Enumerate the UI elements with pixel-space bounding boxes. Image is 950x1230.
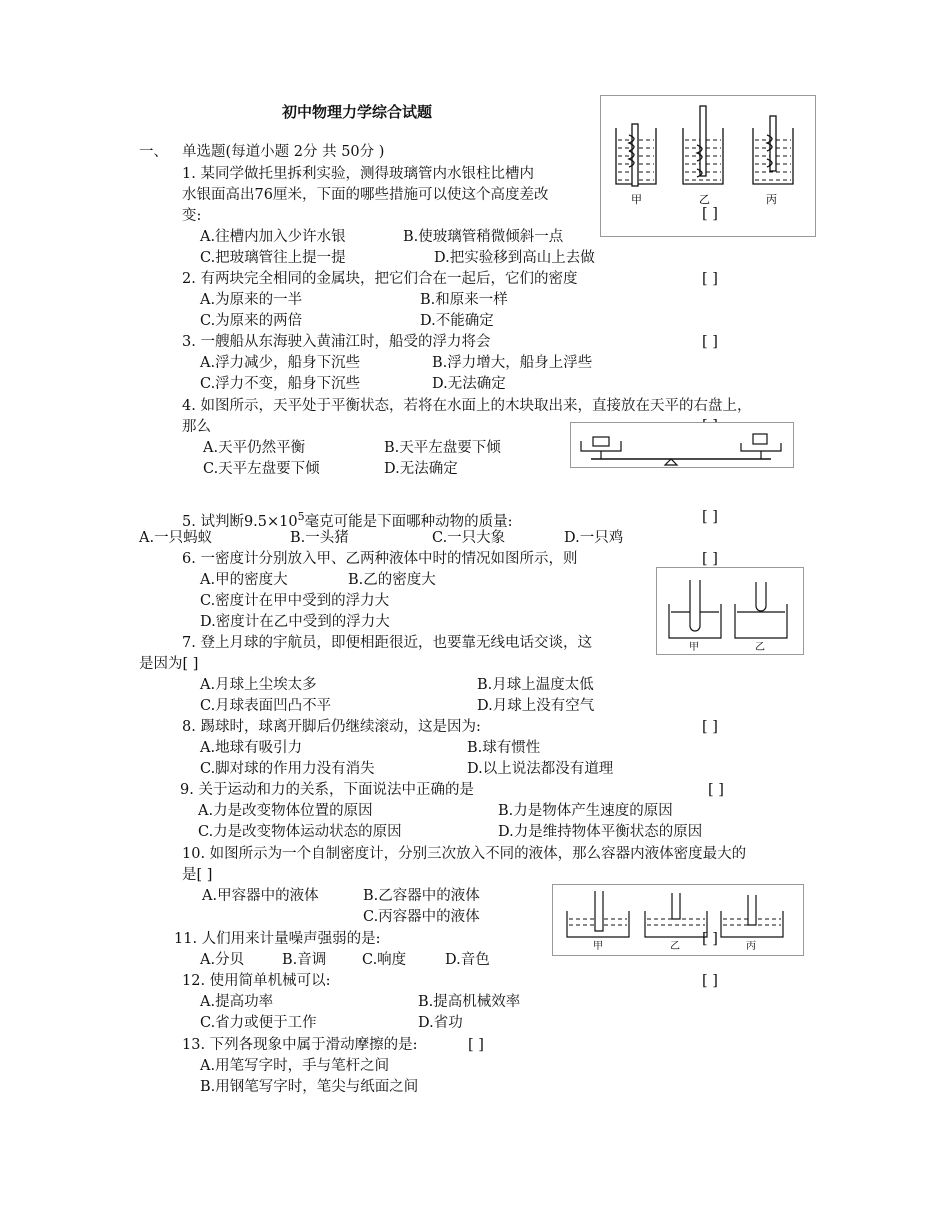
q11-option-a: A.分贝 [200,952,245,968]
figure-hydrometer-three [552,884,804,956]
densimeter-yi [672,893,680,919]
q2-answer-bracket[interactable]: [ ] [702,271,718,287]
q13-answer-bracket[interactable]: [ ] [468,1037,484,1053]
balance-fulcrum [665,459,677,465]
q2-option-d: D.不能确定 [420,313,494,329]
q3-option-d: D.无法确定 [432,376,506,392]
q12-option-a: A.提高功率 [200,994,274,1010]
q6-option-d: D.密度计在乙中受到的浮力大 [200,614,390,630]
q5-option-b: B.一头猪 [290,530,349,546]
q3-option-b: B.浮力增大，船身上浮些 [432,355,593,371]
balance-svg [571,423,793,467]
q9-answer-bracket[interactable]: [ ] [708,782,724,798]
q4-option-b: B.天平左盘要下倾 [384,440,501,456]
q11-option-b: B.音调 [282,952,327,968]
q4-option-a: A.天平仍然平衡 [203,440,306,456]
densimeter-jia [595,891,603,931]
q8-answer-bracket[interactable]: [ ] [702,719,718,735]
q7-option-d: D.月球上没有空气 [477,698,595,714]
q1-option-c: C.把玻璃管往上提一提 [200,250,346,266]
q3-option-a: A.浮力减少，船身下沉些 [200,355,361,371]
q9-option-c: C.力是改变物体运动状态的原因 [198,824,402,840]
q8-option-b: B.球有惯性 [467,740,541,756]
q13-option-b: B.用钢笔写字时，笔尖与纸面之间 [200,1079,419,1095]
q11-stem: 11. 人们用来计量噪声强弱的是: [174,931,381,947]
fig10-label-jia: 甲 [593,941,603,952]
q11-option-c: C.响度 [362,952,407,968]
q12-answer-bracket[interactable]: [ ] [702,973,718,989]
q5-option-a: A.一只蚂蚁 [139,530,213,546]
right-block [753,434,767,444]
section-label: 单选题(每道小题 2分 共 50分 ) [182,144,385,160]
q5-stem-exponent: 5 [297,510,305,523]
q2-stem: 2. 有两块完全相同的金属块，把它们合在一起后，它们的密度 [182,271,578,287]
figure-hydrometer-two [656,567,804,655]
q1-option-d: D.把实验移到高山上去做 [434,250,595,266]
fig6-label-yi: 乙 [755,642,765,653]
q6-answer-bracket[interactable]: [ ] [702,551,718,567]
q11-option-d: D.音色 [445,952,490,968]
fig1-label-yi: 乙 [699,193,710,206]
q10-option-c: C.丙容器中的液体 [363,909,480,925]
q5-option-c: C.一只大象 [432,530,506,546]
q10-option-b: B.乙容器中的液体 [363,888,480,904]
q10-line-2: 是[ ] [182,867,213,883]
q4-line-2: 那么 [182,419,211,435]
left-block [593,437,609,446]
q1-answer-bracket[interactable]: [ ] [702,206,718,222]
q6-stem: 6. 一密度计分别放入甲、乙两种液体中时的情况如图所示，则 [182,551,578,567]
section-number: 一、 [139,144,168,160]
q1-option-a: A.往槽内加入少许水银 [200,229,346,245]
beaker-yi [683,106,723,184]
q7-option-c: C.月球表面凹凸不平 [200,698,332,714]
q2-option-a: A.为原来的一半 [200,292,303,308]
q4-line-1: 4. 如图所示，天平处于平衡状态，若将在水面上的木块取出来，直接放在天平的右盘上， [182,398,752,414]
fig10-label-bing: 丙 [746,941,756,952]
q8-option-c: C.脚对球的作用力没有消失 [200,761,375,777]
fig1-label-jia: 甲 [631,193,642,206]
q9-stem: 9. 关于运动和力的关系，下面说法中正确的是 [180,782,474,798]
q1-line-1: 1. 某同学做托里拆利实验，测得玻璃管内水银柱比槽内 [182,166,534,182]
q1-option-b: B.使玻璃管稍微倾斜一点 [403,229,564,245]
q11-answer-bracket[interactable]: [ ] [702,931,718,947]
q2-option-b: B.和原来一样 [420,292,508,308]
q9-option-b: B.力是物体产生速度的原因 [498,803,673,819]
q7-line-1: 7. 登上月球的宇航员，即便相距很近，也要靠无线电话交谈，这 [182,635,592,651]
q7-line-2: 是因为[ ] [139,656,199,672]
hydrometer-two-svg [657,568,803,654]
q12-option-c: C.省力或便于工作 [200,1015,317,1031]
beaker-bing [753,116,793,184]
q2-option-c: C.为原来的两倍 [200,313,303,329]
fig1-label-bing: 丙 [766,193,777,206]
q13-stem: 13. 下列各现象中属于滑动摩擦的是: [182,1037,418,1053]
q9-option-a: A.力是改变物体位置的原因 [198,803,373,819]
q12-stem: 12. 使用简单机械可以: [182,973,331,989]
beaker-jia [616,124,656,186]
figure-balance [570,422,794,468]
q8-option-d: D.以上说法都没有道理 [467,761,614,777]
q8-stem: 8. 踢球时，球离开脚后仍继续滚动，这是因为: [182,719,481,735]
q6-option-a: A.甲的密度大 [200,572,288,588]
q8-option-a: A.地球有吸引力 [200,740,303,756]
q12-option-d: D.省功 [418,1015,463,1031]
q5-answer-bracket[interactable]: [ ] [702,509,718,525]
q5-stem-pre: 5. 试判断9.5×10 [182,513,298,530]
q12-option-b: B.提高机械效率 [418,994,521,1010]
q10-line-1: 10. 如图所示为一个自制密度计，分别三次放入不同的液体，那么容器内液体密度最大的 [182,846,747,862]
q5-option-d: D.一只鸡 [564,530,624,546]
hydrometer-three-svg [553,885,803,955]
fig10-label-yi: 乙 [670,941,680,952]
q1-line-3: 变: [182,208,202,224]
q7-option-b: B.月球上温度太低 [477,677,594,693]
q3-option-c: C.浮力不变，船身下沉些 [200,376,361,392]
q6-option-c: C.密度计在甲中受到的浮力大 [200,593,390,609]
q4-option-d: D.无法确定 [384,461,458,477]
q9-option-d: D.力是维持物体平衡状态的原因 [498,824,703,840]
fig6-label-jia: 甲 [689,642,699,653]
q1-line-2: 水银面高出76厘米，下面的哪些措施可以使这个高度差改 [182,187,549,203]
q13-option-a: A.用笔写字时，手与笔杆之间 [200,1058,390,1074]
q4-option-c: C.天平左盘要下倾 [203,461,320,477]
q6-option-b: B.乙的密度大 [348,572,436,588]
q5-stem-post: 毫克可能是下面哪种动物的质量: [304,513,513,530]
q10-option-a: A.甲容器中的液体 [202,888,319,904]
q3-stem: 3. 一艘船从东海驶入黄浦江时，船受的浮力将会 [182,334,491,350]
densimeter-bing [748,895,756,925]
hydrometer-jia [690,580,700,631]
q7-option-a: A.月球上尘埃太多 [200,677,317,693]
page-title: 初中物理力学综合试题 [282,103,433,121]
hydrometer-yi [756,582,766,611]
q3-answer-bracket[interactable]: [ ] [702,334,718,350]
